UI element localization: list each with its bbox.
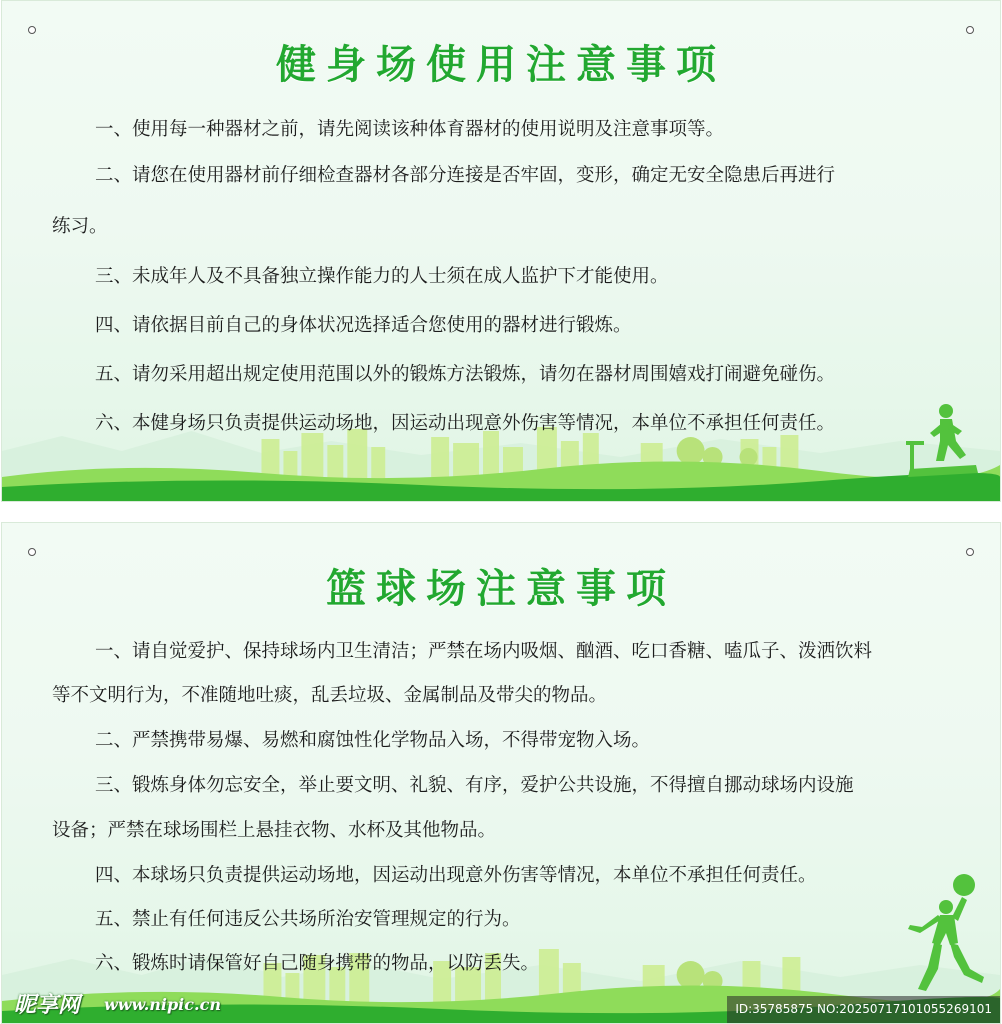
gym-notice-board: [1, 0, 1001, 502]
mounting-hole-icon: [28, 26, 36, 34]
gym-rule-line: 一、使用每一种器材之前，请先阅读该种体育器材的使用说明及注意事项等。: [95, 119, 725, 140]
nipic-url: www.nipic.cn: [104, 995, 221, 1014]
mounting-hole-icon: [28, 548, 36, 556]
gym-rule-line: 练习。: [52, 216, 108, 237]
basketball-rule-line: 二、严禁携带易爆、易燃和腐蚀性化学物品入场，不得带宠物入场。: [95, 730, 651, 751]
basketball-rule-line: 三、锻炼身体勿忘安全，举止要文明、礼貌、有序，爱护公共设施，不得擅自挪动球场内设施: [95, 775, 854, 796]
gym-rule-line: 六、本健身场只负责提供运动场地，因运动出现意外伤害等情况，本单位不承担任何责任。: [95, 413, 836, 434]
basketball-player-icon: [898, 873, 990, 1003]
basketball-rule-line: 五、禁止有任何违反公共场所治安管理规定的行为。: [95, 909, 521, 930]
gym-rule-line: 五、请勿采用超出规定使用范围以外的锻炼方法锻炼，请勿在器材周围嬉戏打闹避免碰伤。: [95, 364, 836, 385]
basketball-rule-line: 六、锻炼时请保管好自己随身携带的物品，以防丢失。: [95, 953, 540, 974]
gym-rule-line: 二、请您在使用器材前仔细检查器材各部分连接是否牢固，变形，确定无安全隐患后再进行: [95, 165, 836, 186]
gym-title: 健身场使用注意事项: [276, 42, 726, 88]
gym-rule-line: 四、请依据目前自己的身体状况选择适合您使用的器材进行锻炼。: [95, 315, 632, 336]
basketball-rule-line: 一、请自觉爱护、保持球场内卫生清洁；严禁在场内吸烟、酗酒、吃口香糖、嗑瓜子、泼洒饮料: [95, 641, 873, 662]
treadmill-runner-icon: [900, 403, 980, 481]
basketball-rule-line: 设备；严禁在球场围栏上悬挂衣物、水杯及其他物品。: [52, 820, 497, 841]
gym-rule-line: 三、未成年人及不具备独立操作能力的人士须在成人监护下才能使用。: [95, 266, 669, 287]
mounting-hole-icon: [966, 26, 974, 34]
basketball-title: 篮球场注意事项: [326, 566, 676, 612]
green-landscape-icon: [2, 381, 1000, 501]
basketball-notice-board: [1, 522, 1001, 1024]
mounting-hole-icon: [966, 548, 974, 556]
image-id-label: ID:35785875 NO:20250717101055269101: [727, 996, 1000, 1023]
nipic-logo: 昵享网: [14, 992, 81, 1018]
basketball-rule-line: 四、本球场只负责提供运动场地，因运动出现意外伤害等情况，本单位不承担任何责任。: [95, 865, 817, 886]
basketball-rule-line: 等不文明行为，不准随地吐痰，乱丢垃圾、金属制品及带尖的物品。: [52, 685, 608, 706]
